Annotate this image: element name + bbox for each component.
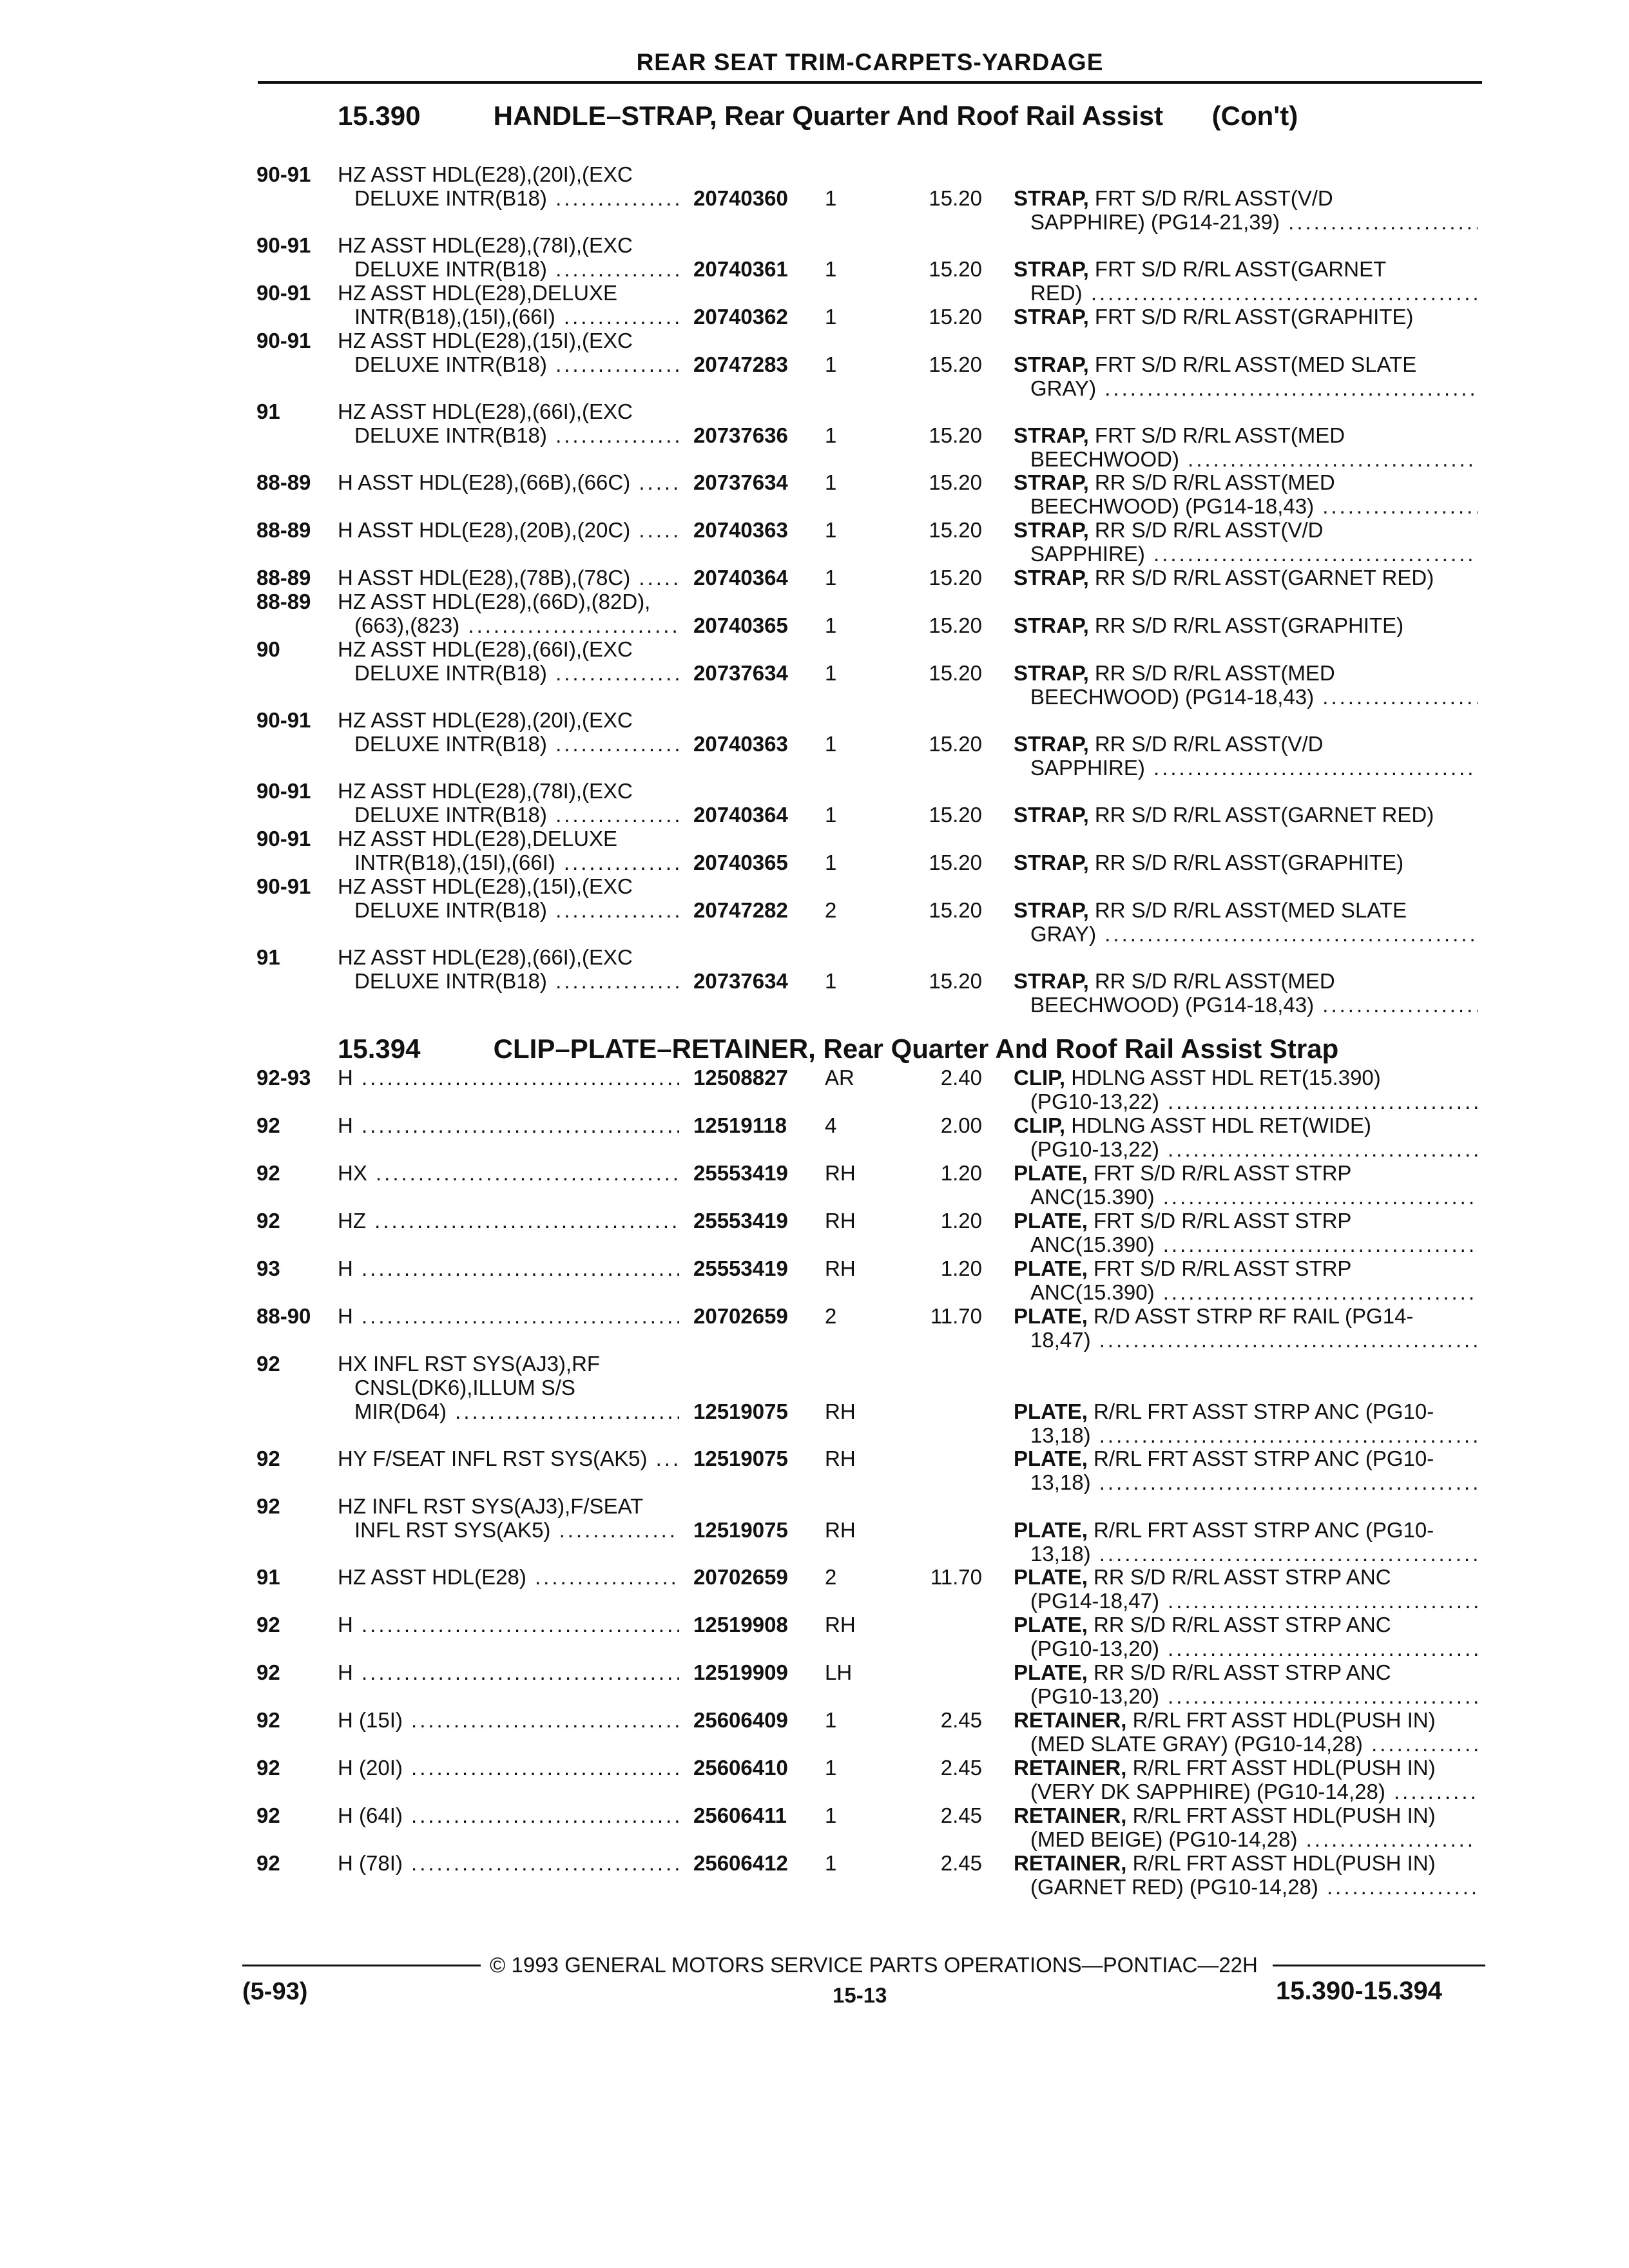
part-description: [1014, 1660, 1478, 1708]
page-header: REAR SEAT TRIM-CARPETS-YARDAGE: [258, 49, 1482, 84]
part-description-line: STRAP, FRT S/D R/RL ASST(GARNET: [1014, 257, 1387, 281]
quantity: RH: [825, 1256, 856, 1280]
model-year: 93: [256, 1256, 280, 1280]
usage-line: DELUXE INTR(B18) .....: [338, 257, 679, 281]
model-year: 90-91: [256, 874, 311, 898]
model-year: 92-93: [256, 1066, 311, 1090]
usage-line: H (78I) .....: [338, 1851, 679, 1875]
price: 2.45: [940, 1708, 982, 1732]
usage-line: DELUXE INTR(B18) .....: [338, 803, 679, 827]
quantity: RH: [825, 1613, 856, 1637]
part-description-line: 13,18) .....: [1014, 1542, 1478, 1566]
part-number: 20702659: [693, 1565, 788, 1589]
usage-description: [338, 566, 679, 590]
part-number: 25553419: [693, 1256, 788, 1280]
section-name: CLIP–PLATE–RETAINER, Rear Quarter And Roof Rail Assist Strap: [493, 1033, 1339, 1064]
part-description: [1014, 1399, 1478, 1447]
part-description-line: STRAP, FRT S/D R/RL ASST(MED SLATE: [1014, 352, 1417, 376]
quantity: 1: [825, 732, 837, 756]
part-description-line: BEECHWOOD) .....: [1014, 447, 1478, 471]
usage-description: [338, 281, 679, 329]
quantity: 1: [825, 850, 837, 874]
part-description-line: PLATE, R/RL FRT ASST STRP ANC (PG10-: [1014, 1518, 1434, 1542]
usage-description: [338, 1256, 679, 1280]
part-description-line: ANC(15.390) .....: [1014, 1280, 1478, 1304]
price: 15.20: [929, 470, 982, 494]
part-description: [1014, 186, 1478, 234]
part-description: [1014, 803, 1478, 827]
usage-line: HZ ASST HDL(E28),(66I),(EXC: [338, 399, 633, 423]
part-description-line: SAPPHIRE) .....: [1014, 756, 1478, 780]
part-number: 25606410: [693, 1756, 788, 1780]
part-description-line: 13,18) .....: [1014, 1470, 1478, 1494]
usage-description: [338, 874, 679, 922]
price: 11.70: [930, 1565, 982, 1589]
usage-description: [338, 329, 679, 376]
usage-line: INTR(B18),(15I),(66I) .....: [338, 305, 679, 329]
part-description: [1014, 1161, 1478, 1209]
part-description-line: (GARNET RED) (PG10-14,28) .....: [1014, 1875, 1478, 1899]
part-description: [1014, 1565, 1478, 1613]
part-description-line: STRAP, RR S/D R/RL ASST(V/D: [1014, 518, 1324, 542]
part-description: [1014, 1446, 1478, 1494]
part-description-line: BEECHWOOD) (PG14-18,43) .....: [1014, 993, 1478, 1017]
usage-line: HZ ASST HDL(E28) .....: [338, 1565, 679, 1589]
price: 2.45: [940, 1851, 982, 1875]
part-description: [1014, 1756, 1478, 1803]
part-description-line: STRAP, RR S/D R/RL ASST(GARNET RED): [1014, 566, 1434, 590]
part-description-line: STRAP, FRT S/D R/RL ASST(GRAPHITE): [1014, 305, 1414, 329]
quantity: AR: [825, 1066, 854, 1090]
part-description: [1014, 305, 1478, 329]
part-description: [1014, 257, 1478, 305]
part-description-line: SAPPHIRE) (PG14-21,39) .....: [1014, 210, 1478, 234]
part-number: 20740365: [693, 850, 788, 874]
usage-line: DELUXE INTR(B18) .....: [338, 352, 679, 376]
model-year: 92: [256, 1209, 280, 1233]
usage-description: [338, 637, 679, 685]
usage-line: HZ ASST HDL(E28),(66I),(EXC: [338, 637, 633, 661]
usage-line: H .....: [338, 1256, 679, 1280]
price: 11.70: [930, 1304, 982, 1328]
price: 15.20: [929, 518, 982, 542]
price: 15.20: [929, 257, 982, 281]
quantity: 4: [825, 1113, 837, 1137]
usage-line: H ASST HDL(E28),(66B),(66C) .....: [338, 470, 679, 494]
price: 15.20: [929, 566, 982, 590]
part-description: [1014, 661, 1478, 709]
price: 1.20: [940, 1161, 982, 1185]
part-description-line: (PG10-13,22) .....: [1014, 1090, 1478, 1113]
part-description: [1014, 613, 1478, 637]
price: 15.20: [929, 305, 982, 329]
usage-description: [338, 779, 679, 827]
price: 1.20: [940, 1256, 982, 1280]
part-description: [1014, 1256, 1478, 1304]
usage-line: HZ INFL RST SYS(AJ3),F/SEAT: [338, 1494, 644, 1518]
part-number: 20740363: [693, 518, 788, 542]
usage-description: [338, 399, 679, 447]
usage-description: [338, 1209, 679, 1233]
part-description: [1014, 1613, 1478, 1660]
usage-line: H (20I) .....: [338, 1756, 679, 1780]
part-description-line: STRAP, FRT S/D R/RL ASST(V/D: [1014, 186, 1333, 210]
model-year: 88-89: [256, 518, 311, 542]
model-year: 90: [256, 637, 280, 661]
usage-line: DELUXE INTR(B18) .....: [338, 423, 679, 447]
usage-description: [338, 1494, 679, 1542]
quantity: 1: [825, 352, 837, 376]
part-description: [1014, 566, 1478, 590]
usage-line: INTR(B18),(15I),(66I) .....: [338, 850, 679, 874]
section-number: 15.390: [338, 101, 421, 131]
footer-section-range: 15.390-15.394: [1276, 1977, 1443, 2005]
part-description: [1014, 732, 1478, 780]
part-number: 20740365: [693, 613, 788, 637]
usage-line: H (64I) .....: [338, 1803, 679, 1827]
part-number: 25606412: [693, 1851, 788, 1875]
part-number: 12519075: [693, 1399, 788, 1423]
quantity: 1: [825, 969, 837, 993]
part-number: 20740363: [693, 732, 788, 756]
part-description: [1014, 1518, 1478, 1566]
usage-description: [338, 945, 679, 993]
usage-description: [338, 1613, 679, 1637]
usage-description: [338, 1565, 679, 1589]
usage-line: DELUXE INTR(B18) .....: [338, 732, 679, 756]
usage-description: [338, 1161, 679, 1185]
quantity: 1: [825, 1851, 837, 1875]
price: 15.20: [929, 423, 982, 447]
usage-line: HZ ASST HDL(E28),(15I),(EXC: [338, 874, 633, 898]
usage-description: [338, 1660, 679, 1684]
part-description: [1014, 423, 1478, 471]
part-description-line: PLATE, FRT S/D R/RL ASST STRP: [1014, 1161, 1352, 1185]
quantity: 1: [825, 186, 837, 210]
part-description-line: CLIP, HDLNG ASST HDL RET(15.390): [1014, 1066, 1381, 1090]
part-description-line: (MED BEIGE) (PG10-14,28) .....: [1014, 1827, 1478, 1851]
usage-line: MIR(D64) .....: [338, 1399, 679, 1423]
usage-line: H ASST HDL(E28),(78B),(78C) .....: [338, 566, 679, 590]
part-description-line: PLATE, FRT S/D R/RL ASST STRP: [1014, 1209, 1352, 1233]
quantity: 1: [825, 661, 837, 685]
part-description-line: STRAP, FRT S/D R/RL ASST(MED: [1014, 423, 1345, 447]
part-description: [1014, 1209, 1478, 1256]
part-number: 20737634: [693, 470, 788, 494]
part-description-line: (PG10-13,20) .....: [1014, 1684, 1478, 1708]
usage-line: DELUXE INTR(B18) .....: [338, 969, 679, 993]
part-number: 25606411: [693, 1803, 787, 1827]
usage-line: H .....: [338, 1304, 679, 1328]
model-year: 90-91: [256, 827, 311, 850]
usage-description: [338, 470, 679, 494]
part-description-line: STRAP, RR S/D R/RL ASST(GARNET RED): [1014, 803, 1434, 827]
usage-line: H .....: [338, 1113, 679, 1137]
part-number: 20740361: [693, 257, 788, 281]
part-number: 12519909: [693, 1660, 788, 1684]
quantity: 2: [825, 1304, 837, 1328]
price: 2.00: [940, 1113, 982, 1137]
usage-line: H .....: [338, 1660, 679, 1684]
footer-rule: [242, 1965, 481, 1966]
quantity: RH: [825, 1446, 856, 1470]
part-description-line: STRAP, RR S/D R/RL ASST(GRAPHITE): [1014, 850, 1404, 874]
model-year: 92: [256, 1446, 280, 1470]
usage-description: [338, 1708, 679, 1732]
part-number: 20740364: [693, 803, 788, 827]
part-description-line: ANC(15.390) .....: [1014, 1233, 1478, 1256]
part-number: 20747282: [693, 898, 788, 922]
part-number: 20740362: [693, 305, 788, 329]
quantity: 2: [825, 1565, 837, 1589]
model-year: 88-89: [256, 590, 311, 613]
usage-line: HZ ASST HDL(E28),(78I),(EXC: [338, 233, 633, 257]
usage-line: CNSL(DK6),ILLUM S/S: [354, 1376, 575, 1399]
part-description-line: STRAP, RR S/D R/RL ASST(MED: [1014, 969, 1335, 993]
model-year: 90-91: [256, 233, 311, 257]
usage-line: DELUXE INTR(B18) .....: [338, 661, 679, 685]
part-description-line: (PG10-13,20) .....: [1014, 1637, 1478, 1660]
price: 15.20: [929, 732, 982, 756]
part-description-line: SAPPHIRE) .....: [1014, 542, 1478, 566]
part-description-line: PLATE, R/RL FRT ASST STRP ANC (PG10-: [1014, 1446, 1434, 1470]
usage-description: [338, 708, 679, 756]
usage-description: [338, 1066, 679, 1090]
usage-line: INFL RST SYS(AK5) .....: [338, 1518, 679, 1542]
usage-description: [338, 1803, 679, 1827]
usage-line: HZ ASST HDL(E28),(20I),(EXC: [338, 708, 633, 732]
part-description-line: BEECHWOOD) (PG14-18,43) .....: [1014, 494, 1478, 518]
usage-line: HZ ASST HDL(E28),DELUXE: [338, 827, 618, 850]
usage-line: HZ ASST HDL(E28),(20I),(EXC: [338, 162, 633, 186]
model-year: 92: [256, 1352, 280, 1376]
price: 15.20: [929, 613, 982, 637]
part-description-line: 18,47) .....: [1014, 1328, 1478, 1352]
price: 15.20: [929, 898, 982, 922]
quantity: 1: [825, 1708, 837, 1732]
part-description: [1014, 1066, 1478, 1113]
quantity: 1: [825, 803, 837, 827]
usage-description: [338, 233, 679, 281]
model-year: 90-91: [256, 162, 311, 186]
price: 2.45: [940, 1756, 982, 1780]
part-number: 12519075: [693, 1446, 788, 1470]
usage-description: [338, 1851, 679, 1875]
model-year: 92: [256, 1803, 280, 1827]
part-description-line: RETAINER, R/RL FRT ASST HDL(PUSH IN): [1014, 1803, 1436, 1827]
usage-line: HZ ASST HDL(E28),(66I),(EXC: [338, 945, 633, 969]
part-description-line: GRAY) .....: [1014, 922, 1478, 946]
footer-rule: [1273, 1965, 1485, 1966]
part-number: 12519908: [693, 1613, 788, 1637]
usage-line: DELUXE INTR(B18) .....: [338, 898, 679, 922]
part-description-line: PLATE, R/RL FRT ASST STRP ANC (PG10-: [1014, 1399, 1434, 1423]
quantity: RH: [825, 1161, 856, 1185]
part-number: 20737634: [693, 969, 788, 993]
model-year: 90-91: [256, 281, 311, 305]
model-year: 91: [256, 1565, 280, 1589]
model-year: 92: [256, 1708, 280, 1732]
price: 1.20: [940, 1209, 982, 1233]
model-year: 91: [256, 399, 280, 423]
usage-description: [338, 162, 679, 210]
quantity: RH: [825, 1518, 856, 1542]
part-description-line: RED) .....: [1014, 281, 1478, 305]
model-year: 92: [256, 1851, 280, 1875]
part-number: 12508827: [693, 1066, 788, 1090]
part-description: [1014, 1851, 1478, 1899]
part-description-line: PLATE, FRT S/D R/RL ASST STRP: [1014, 1256, 1352, 1280]
part-description-line: GRAY) .....: [1014, 376, 1478, 400]
price: 15.20: [929, 661, 982, 685]
section-number: 15.394: [338, 1033, 421, 1064]
part-description-line: BEECHWOOD) (PG14-18,43) .....: [1014, 685, 1478, 709]
part-description-line: STRAP, RR S/D R/RL ASST(V/D: [1014, 732, 1324, 756]
usage-description: [338, 1304, 679, 1328]
part-number: 12519075: [693, 1518, 788, 1542]
part-description-line: RETAINER, R/RL FRT ASST HDL(PUSH IN): [1014, 1756, 1436, 1780]
part-description-line: (PG14-18,47) .....: [1014, 1589, 1478, 1613]
part-description: [1014, 850, 1478, 874]
quantity: 1: [825, 518, 837, 542]
part-number: 25606409: [693, 1708, 788, 1732]
model-year: 90-91: [256, 329, 311, 352]
model-year: 90-91: [256, 779, 311, 803]
usage-line: HZ .....: [338, 1209, 679, 1233]
usage-line: HZ ASST HDL(E28),(15I),(EXC: [338, 329, 633, 352]
model-year: 92: [256, 1494, 280, 1518]
section-title-15-390: [338, 101, 1298, 131]
part-description-line: CLIP, HDLNG ASST HDL RET(WIDE): [1014, 1113, 1371, 1137]
section-title-15-394: [338, 1033, 1338, 1064]
part-description-line: (PG10-13,22) .....: [1014, 1137, 1478, 1161]
part-description-line: STRAP, RR S/D R/RL ASST(MED: [1014, 470, 1335, 494]
usage-line: H .....: [338, 1613, 679, 1637]
usage-line: HX .....: [338, 1161, 679, 1185]
quantity: 1: [825, 1803, 837, 1827]
part-description: [1014, 1803, 1478, 1851]
model-year: 92: [256, 1161, 280, 1185]
quantity: 1: [825, 566, 837, 590]
usage-description: [338, 518, 679, 542]
part-number: 20737634: [693, 661, 788, 685]
model-year: 92: [256, 1613, 280, 1637]
part-description-line: PLATE, RR S/D R/RL ASST STRP ANC: [1014, 1613, 1391, 1637]
model-year: 88-89: [256, 566, 311, 590]
price: 15.20: [929, 803, 982, 827]
model-year: 88-90: [256, 1304, 311, 1328]
price: 15.20: [929, 850, 982, 874]
part-number: 25553419: [693, 1161, 788, 1185]
usage-line: HZ ASST HDL(E28),(66D),(82D),: [338, 590, 651, 613]
quantity: 1: [825, 470, 837, 494]
part-description-line: STRAP, RR S/D R/RL ASST(GRAPHITE): [1014, 613, 1404, 637]
usage-line: H (15I) .....: [338, 1708, 679, 1732]
footer-date: (5-93): [242, 1978, 308, 2005]
model-year: 88-89: [256, 470, 311, 494]
model-year: 92: [256, 1113, 280, 1137]
quantity: LH: [825, 1660, 853, 1684]
price: 15.20: [929, 969, 982, 993]
model-year: 91: [256, 945, 280, 969]
part-description: [1014, 969, 1478, 1017]
part-number: 20702659: [693, 1304, 788, 1328]
usage-line: DELUXE INTR(B18) .....: [338, 186, 679, 210]
part-description: [1014, 898, 1478, 946]
model-year: 90-91: [256, 708, 311, 732]
section-suffix: (Con't): [1211, 101, 1298, 131]
usage-description: [338, 1756, 679, 1780]
part-number: 20740364: [693, 566, 788, 590]
part-description-line: PLATE, RR S/D R/RL ASST STRP ANC: [1014, 1565, 1391, 1589]
part-number: 20747283: [693, 352, 788, 376]
quantity: RH: [825, 1399, 856, 1423]
usage-line: (663),(823) .....: [338, 613, 679, 637]
part-description-line: STRAP, RR S/D R/RL ASST(MED: [1014, 661, 1335, 685]
section-name: HANDLE–STRAP, Rear Quarter And Roof Rail Assist: [493, 101, 1163, 131]
quantity: RH: [825, 1209, 856, 1233]
part-description-line: RETAINER, R/RL FRT ASST HDL(PUSH IN): [1014, 1851, 1436, 1875]
part-number: 20737636: [693, 423, 788, 447]
usage-line: HX INFL RST SYS(AJ3),RF: [338, 1352, 601, 1376]
part-description-line: PLATE, RR S/D R/RL ASST STRP ANC: [1014, 1660, 1391, 1684]
usage-line: HY F/SEAT INFL RST SYS(AK5) .....: [338, 1446, 679, 1470]
usage-description: [338, 827, 679, 874]
quantity: 1: [825, 257, 837, 281]
part-description-line: (MED SLATE GRAY) (PG10-14,28) .....: [1014, 1732, 1478, 1756]
usage-line: H .....: [338, 1066, 679, 1090]
usage-description: [338, 1113, 679, 1137]
usage-description: [338, 1446, 679, 1470]
model-year: 92: [256, 1660, 280, 1684]
quantity: 1: [825, 613, 837, 637]
part-description: [1014, 352, 1478, 400]
quantity: 1: [825, 423, 837, 447]
quantity: 1: [825, 1756, 837, 1780]
part-description: [1014, 1304, 1478, 1352]
usage-description: [338, 1352, 679, 1423]
usage-description: [338, 590, 679, 637]
price: 2.45: [940, 1803, 982, 1827]
price: 15.20: [929, 352, 982, 376]
part-description-line: 13,18) .....: [1014, 1423, 1478, 1447]
quantity: 2: [825, 898, 837, 922]
part-description-line: STRAP, RR S/D R/RL ASST(MED SLATE: [1014, 898, 1407, 922]
footer-page-number: 15-13: [833, 1983, 887, 2007]
part-description: [1014, 470, 1478, 518]
usage-line: H ASST HDL(E28),(20B),(20C) .....: [338, 518, 679, 542]
part-description: [1014, 518, 1478, 566]
part-description: [1014, 1113, 1478, 1161]
usage-line: HZ ASST HDL(E28),DELUXE: [338, 281, 618, 305]
footer-copyright: © 1993 GENERAL MOTORS SERVICE PARTS OPERATIONS—PONTIAC—22H: [490, 1953, 1258, 1977]
part-number: 12519118: [693, 1113, 787, 1137]
part-description: [1014, 1708, 1478, 1756]
model-year: 92: [256, 1756, 280, 1780]
part-description-line: PLATE, R/D ASST STRP RF RAIL (PG14-: [1014, 1304, 1414, 1328]
usage-line: HZ ASST HDL(E28),(78I),(EXC: [338, 779, 633, 803]
quantity: 1: [825, 305, 837, 329]
price: 2.40: [940, 1066, 982, 1090]
part-description-line: ANC(15.390) .....: [1014, 1185, 1478, 1209]
part-description-line: RETAINER, R/RL FRT ASST HDL(PUSH IN): [1014, 1708, 1436, 1732]
part-description-line: (VERY DK SAPPHIRE) (PG10-14,28) .....: [1014, 1780, 1478, 1803]
price: 15.20: [929, 186, 982, 210]
part-number: 20740360: [693, 186, 788, 210]
part-number: 25553419: [693, 1209, 788, 1233]
